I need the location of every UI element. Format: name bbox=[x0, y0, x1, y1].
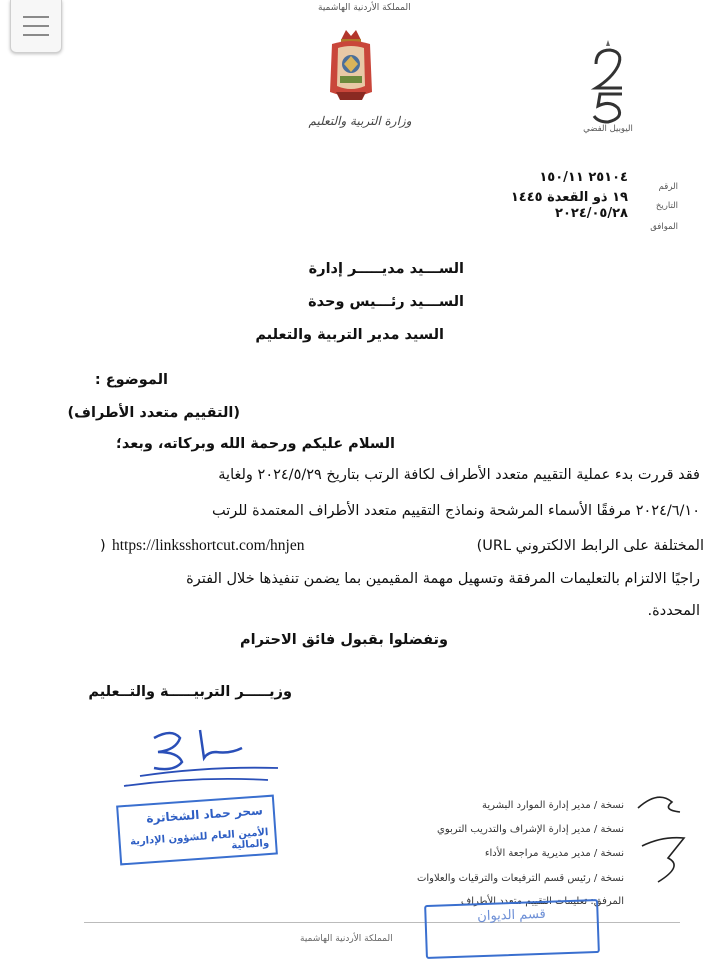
body-line-1: فقد قررت بدء عملية التقييم متعدد الأطراف لكافة الرتب بتاريخ ٢٠٢٤/٥/٢٩ ولغاية bbox=[218, 467, 700, 483]
footer-text: المملكة الأردنية الهاشمية bbox=[300, 934, 393, 944]
addressee-2: الســـيد رئـــيس وحدة bbox=[308, 294, 464, 310]
initials-signature bbox=[628, 786, 700, 896]
ref-number-label: الرقم bbox=[658, 182, 678, 192]
greeting: السلام عليكم ورحمة الله وبركاته، وبعد؛ bbox=[116, 436, 395, 452]
copy-4: نسخة / رئيس قسم الترفيعات والترقيات والعلاوات bbox=[416, 873, 624, 884]
addressee-3: السيد مدير التربية والتعليم bbox=[255, 327, 444, 343]
copy-2: نسخة / مدير إدارة الإشراف والتدريب التربوي bbox=[437, 824, 624, 835]
ref-hijri-date: ١٩ ذو القعدة ١٤٤٥ bbox=[510, 190, 628, 205]
jordan-emblem-icon bbox=[326, 26, 376, 104]
copy-1: نسخة / مدير إدارة الموارد البشرية bbox=[481, 800, 624, 811]
url-link[interactable]: https://linksshortcut.com/hnjen bbox=[112, 537, 305, 554]
minister-title: وزيـــــر التربيـــــة والتــعليم bbox=[88, 684, 292, 700]
subject-label: الموضوع : bbox=[94, 372, 168, 388]
hamburger-icon bbox=[23, 16, 49, 18]
handwritten-signature bbox=[118, 722, 288, 792]
addressee-1: الســـيد مديـــــر إدارة bbox=[308, 261, 464, 277]
url-closing-paren: ) bbox=[100, 538, 106, 554]
stamp-position: الأمين العام للشؤون الإدارية والمالية bbox=[129, 827, 270, 852]
body-line-4: راجيًا الالتزام بالتعليمات المرفقة وتسهيل مهمة المقيمين بما يضمن تنفيذها خلال الفترة bbox=[186, 571, 700, 587]
body-line-5: المحددة. bbox=[647, 603, 700, 619]
copy-3: نسخة / مدير مديرية مراجعة الأداء bbox=[484, 848, 624, 859]
body-line-3 bbox=[100, 533, 704, 559]
ref-gregorian-date: ٢٠٢٤/٠٥/٢٨ bbox=[555, 206, 628, 221]
header-top-script: المملكة الأردنية الهاشمية bbox=[318, 3, 411, 13]
ref-date-label: التاريخ bbox=[655, 201, 678, 211]
official-stamp bbox=[116, 795, 278, 866]
subject-value: (التقييم متعدد الأطراف) bbox=[67, 405, 240, 421]
ministry-name: وزارة التربية والتعليم bbox=[308, 114, 412, 128]
body-line-3-text: المختلفة على الرابط الالكتروني URL) bbox=[476, 538, 704, 554]
logo-caption: اليوبيل الفضي bbox=[583, 124, 633, 134]
closing: وتفضلوا بقبول فائق الاحترام bbox=[240, 632, 448, 648]
body-line-2: ٢٠٢٤/٦/١٠ مرفقًا الأسماء المرشحة ونماذج التقييم متعدد الأطراف المعتمدة للرتب bbox=[211, 503, 700, 519]
attachment: المرفق: تعليمات التقييم متعدد الأطراف bbox=[460, 896, 624, 907]
ref-match-label: الموافق bbox=[650, 222, 678, 232]
ref-number-value: ٢٥١٠٤ ١٥٠/١١ bbox=[539, 170, 628, 185]
menu-button[interactable] bbox=[10, 0, 62, 53]
diwan-stamp: قسم الديوان bbox=[424, 899, 600, 959]
silver-jubilee-logo-icon bbox=[582, 38, 634, 126]
stamp-name: سحر حماد الشخاترة bbox=[145, 803, 264, 826]
